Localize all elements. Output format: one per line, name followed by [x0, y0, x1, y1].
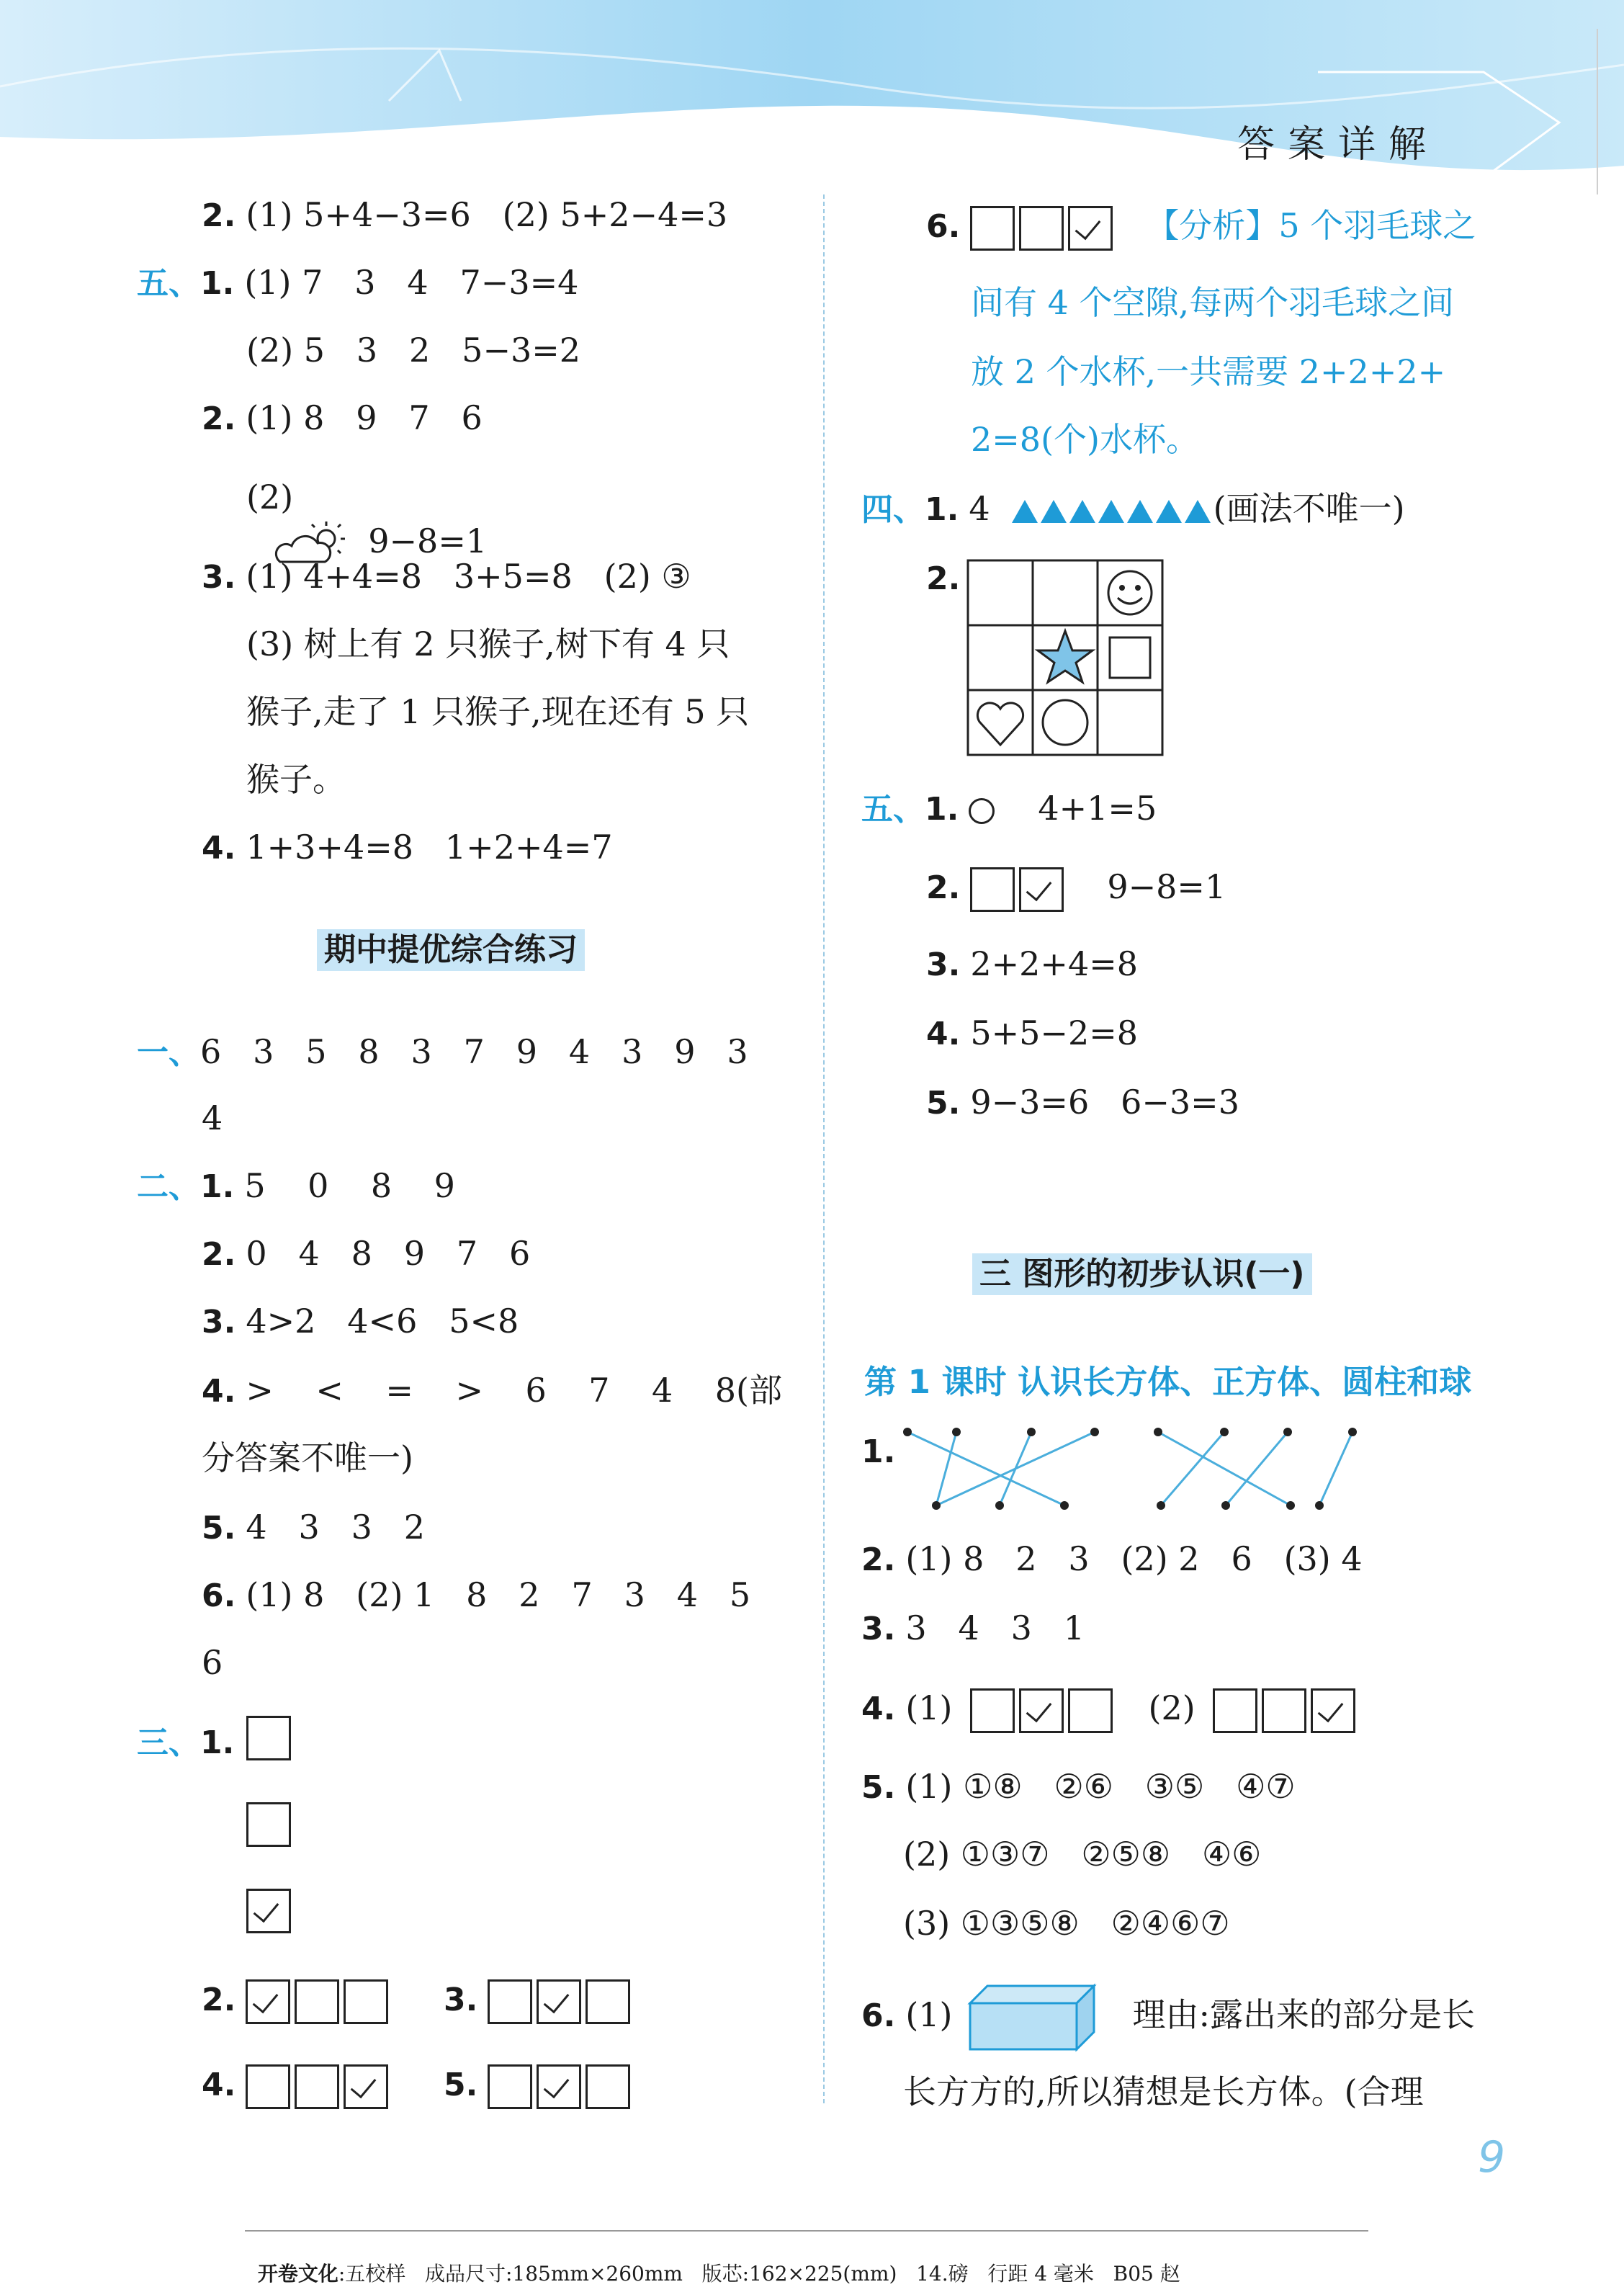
right-answer-line — [861, 1537, 1363, 1582]
right-answer-line — [861, 1765, 1296, 1809]
section-marker: 二、 — [137, 1168, 200, 1205]
item-number: 2. — [861, 1541, 896, 1578]
item-number: 5. — [861, 1769, 896, 1806]
item-number: 4. — [202, 2067, 236, 2103]
triangle-icon — [1185, 500, 1211, 523]
matching-lines-diagram — [893, 1420, 1368, 1514]
unit-title: 三 图形的初步认识(一) — [972, 1253, 1312, 1295]
section-marker: 五、 — [861, 791, 925, 828]
answer-text: (1) — [905, 1995, 953, 2034]
analysis-line: 2=8(个)水杯。 — [971, 420, 1199, 459]
left-answer-line — [202, 555, 691, 599]
answer-box — [586, 2064, 630, 2109]
section-marker: 一、 — [137, 1034, 200, 1071]
answer-text: 9−3=6 6−3=3 — [970, 1083, 1239, 1122]
triangle-icon — [1156, 500, 1182, 523]
answer-box-checked — [1019, 867, 1064, 912]
item-number: 3. — [202, 559, 236, 596]
item-number: 1. — [200, 1168, 235, 1205]
item-number: 6. — [926, 208, 961, 245]
item-number: 5. — [444, 2067, 478, 2103]
left-answer-line — [202, 825, 613, 870]
answer-box-checked — [246, 1889, 291, 1933]
answer-box — [1213, 1688, 1257, 1733]
answer-text: 4 3 3 2 — [246, 1508, 426, 1547]
item-number: 1. — [200, 265, 235, 302]
answer-box-checked — [1311, 1688, 1355, 1733]
shape-grid — [966, 559, 1165, 758]
item-number: 3. — [926, 946, 961, 983]
right-answer-line — [926, 200, 1476, 252]
right-answer-line — [861, 1683, 1360, 1735]
answer-box — [246, 1802, 291, 1847]
right-answer-line: (2) ①③⑦ ②⑤⑧ ④⑥ — [903, 1835, 1262, 1874]
left-answer-line — [202, 1299, 519, 1344]
answer-text: 3 4 3 1 — [905, 1608, 1085, 1647]
answer-box — [246, 2064, 290, 2109]
item-number: 4. — [202, 830, 236, 867]
item-number: 5. — [926, 1085, 961, 1122]
item-number: 1. — [861, 1433, 896, 1470]
triangle-icon — [1069, 500, 1095, 523]
left-answer-line: 猴子,走了 1 只猴子,现在还有 5 只 — [246, 692, 750, 731]
left-section-2-line — [137, 1164, 455, 1209]
left-section-1-line — [137, 1030, 748, 1075]
item-number: 1. — [925, 791, 959, 828]
answer-text: (1) 7 3 4 7−3=4 — [244, 263, 579, 302]
answer-text: (2) — [1148, 1688, 1195, 1727]
answer-text: (1) — [905, 1688, 953, 1727]
answer-text: (1) ①⑧ ②⑥ ③⑤ ④⑦ — [905, 1767, 1296, 1806]
answer-box — [295, 2064, 339, 2109]
footer — [245, 2230, 1368, 2287]
left-answer-line — [202, 396, 483, 441]
answer-box — [1019, 206, 1064, 251]
left-answer-line: (3) 树上有 2 只猴子,树下有 4 只 — [246, 625, 730, 663]
left-answer-line — [202, 1505, 425, 1550]
right-answer-line: (3) ①③⑤⑧ ②④⑥⑦ — [903, 1904, 1230, 1943]
item-number: 4. — [202, 1373, 236, 1410]
right-section-5-line — [861, 787, 1157, 831]
answer-box — [970, 1688, 1015, 1733]
midterm-title: 期中提优综合练习 — [317, 929, 585, 971]
column-divider — [823, 194, 825, 2103]
item-number: 2. — [926, 869, 961, 906]
right-section-4-line — [861, 487, 1405, 532]
answer-text: (1) 8 (2) 1 8 2 7 3 4 5 — [246, 1575, 751, 1614]
left-answer-line: 分答案不唯一) — [202, 1438, 413, 1477]
section-marker: 三、 — [137, 1724, 200, 1761]
answer-text: 9−8=1 — [1107, 867, 1226, 906]
answer-box-checked — [246, 1979, 290, 2024]
item-number: 1. — [925, 491, 959, 528]
answer-box-checked — [537, 2064, 581, 2109]
left-section-5-line — [137, 261, 578, 305]
cuboid-icon — [967, 1983, 1097, 2052]
item-number: 6. — [861, 1997, 896, 2034]
item-number: 3. — [861, 1611, 896, 1647]
answer-box — [246, 1716, 291, 1760]
right-answer-line — [926, 861, 1226, 913]
right-answer-line — [926, 1011, 1138, 1056]
answer-text: 1+3+4=8 1+2+4=7 — [246, 828, 613, 867]
analysis-line: 间有 4 个空隙,每两个羽毛球之间 — [971, 283, 1455, 322]
answer-text: 0 4 8 9 7 6 — [246, 1234, 531, 1273]
answer-box — [970, 867, 1015, 912]
item-number: 2. — [202, 400, 236, 437]
item-number: 4. — [926, 1016, 961, 1052]
answer-text: 4 — [969, 489, 990, 528]
answer-text: (1) 4+4=8 3+5=8 (2) ③ — [246, 557, 691, 596]
circle-icon — [969, 798, 995, 824]
left-answer-line: 4 — [202, 1098, 223, 1137]
left-answer-line: 6 — [202, 1643, 223, 1682]
triangle-icon — [1012, 500, 1038, 523]
item-number: 3. — [444, 1982, 478, 2018]
footer-brand: 开卷文化 — [257, 2262, 338, 2286]
answer-box — [488, 2064, 532, 2109]
answer-text: (画法不唯一) — [1213, 489, 1405, 528]
item-number: 1. — [200, 1724, 235, 1761]
item-number: 2. — [202, 1982, 236, 2018]
header-title: 答案详解 — [1237, 123, 1440, 166]
item-number: 2. — [202, 1236, 236, 1273]
answer-text: (1) 5+4−3=6 (2) 5+2−4=3 — [246, 195, 728, 234]
answer-box — [344, 1979, 388, 2024]
page-number: 9 — [1478, 2132, 1506, 2183]
left-answer-line — [202, 1974, 392, 2026]
answer-text: 9−8=1 — [368, 522, 488, 560]
answer-box — [586, 1979, 630, 2024]
lesson-title: 第 1 课时 认识长方体、正方体、圆柱和球 — [864, 1363, 1472, 1401]
right-answer-line: 长方方的,所以猜想是长方体。(合理 — [903, 2072, 1424, 2111]
answer-text: 5 0 8 9 — [244, 1166, 455, 1205]
left-answer-line — [444, 1974, 634, 2026]
answer-box — [295, 1979, 339, 2024]
left-answer-line — [202, 1369, 782, 1413]
right-answer-line — [926, 1080, 1239, 1125]
item-number: 6. — [202, 1577, 236, 1614]
section-marker: 五、 — [137, 265, 200, 302]
analysis-line: 放 2 个水杯,一共需要 2+2+2+ — [971, 352, 1446, 391]
left-answer-line — [202, 1232, 530, 1276]
answer-text: 理由:露出来的部分是长 — [1132, 1995, 1476, 2034]
answer-box-checked — [537, 1979, 581, 2024]
triangle-icon — [1041, 500, 1067, 523]
answer-text: 6 3 5 8 3 7 9 4 3 9 3 — [200, 1032, 748, 1071]
analysis-text: 【分析】5 个羽毛球之 — [1146, 206, 1476, 245]
left-answer-line — [202, 193, 727, 238]
left-section-3-line — [137, 1720, 244, 1765]
answer-box — [488, 1979, 532, 2024]
circle-icon — [1043, 700, 1087, 745]
answer-text: (1) 8 2 3 (2) 2 6 (3) 4 — [905, 1539, 1363, 1578]
item-number: 2. — [202, 197, 236, 234]
square-icon — [1110, 637, 1150, 678]
left-answer-line — [202, 1573, 750, 1618]
left-answer-line: 猴子。 — [246, 760, 346, 799]
item-number: 2. — [926, 560, 961, 597]
answer-text: 4>2 4<6 5<8 — [246, 1302, 519, 1341]
answer-box — [1068, 1688, 1113, 1733]
answer-box — [970, 206, 1015, 251]
item-number: 5. — [202, 1510, 236, 1547]
answer-box-checked — [1019, 1688, 1064, 1733]
answer-text: 5+5−2=8 — [970, 1013, 1139, 1052]
answer-text: 4+1=5 — [1038, 789, 1157, 828]
answer-text: 2+2+4=8 — [970, 944, 1139, 983]
triangle-icon — [1127, 500, 1153, 523]
answer-box-checked — [344, 2064, 388, 2109]
triangle-icon — [1098, 500, 1124, 523]
left-answer-line — [202, 2059, 392, 2111]
item-number: 4. — [861, 1691, 896, 1727]
left-answer-line: (2) 5 3 2 5−3=2 — [246, 331, 581, 370]
answer-text: (1) 8 9 7 6 — [246, 398, 483, 437]
right-answer-line — [861, 1982, 1475, 2052]
answer-text: > < = > 6 7 4 8(部 — [246, 1371, 782, 1410]
right-answer-line — [926, 556, 970, 601]
answer-box — [1262, 1688, 1306, 1733]
right-answer-line — [926, 942, 1138, 987]
answer-box-checked — [1068, 206, 1113, 251]
answer-text: (2) — [246, 478, 294, 516]
right-answer-line — [861, 1606, 1085, 1651]
item-number: 3. — [202, 1304, 236, 1341]
left-answer-line — [444, 2059, 634, 2111]
section-marker: 四、 — [861, 491, 925, 528]
smiley-icon — [1108, 571, 1152, 614]
footer-info: :五校样 成品尺寸:185mm×260mm 版芯:162×225(mm) 14.磅 行距 4 毫米 B05 赵 — [338, 2262, 1180, 2286]
